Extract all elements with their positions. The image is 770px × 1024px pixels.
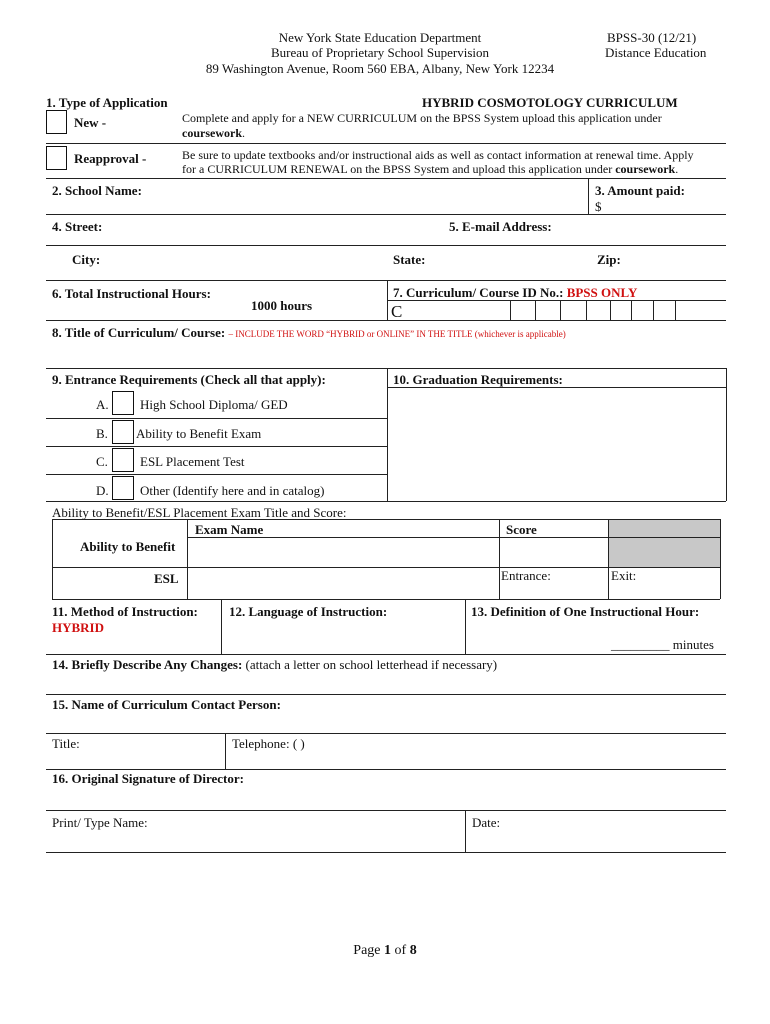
reapproval-description-line2: for a CURRICULUM RENEWAL on the BPSS System and upload this application under coursework. — [182, 162, 679, 176]
entrance-option-letter: B. — [96, 426, 108, 441]
course-title-label: 8. Title of Curriculum/ Course: – INCLUDE THE WORD “HYBRID or ONLINE” IN THE TITLE (whichever is applicable) — [52, 325, 566, 340]
print-name-label: Print/ Type Name: — [52, 815, 148, 830]
instructional-hour-label: 13. Definition of One Instructional Hour: — [471, 604, 700, 619]
curriculum-title-heading: HYBRID COSMOTOLOGY CURRICULUM — [422, 95, 678, 110]
new-checkbox[interactable] — [46, 110, 67, 134]
entrance-option-checkbox[interactable] — [112, 476, 134, 500]
type-of-application-label: 1. Type of Application — [46, 95, 168, 110]
esl-row-label: ESL — [154, 571, 179, 586]
bureau-address: 89 Washington Avenue, Room 560 EBA, Albany, New York 12234 — [205, 61, 555, 76]
title-field-label: Title: — [52, 736, 80, 751]
ability-to-benefit-row-label: Ability to Benefit — [80, 539, 176, 554]
graduation-requirements-label: 10. Graduation Requirements: — [393, 372, 563, 387]
entrance-option-text: Other (Identify here and in catalog) — [140, 483, 325, 498]
minutes-blank: _________ minutes — [611, 637, 714, 652]
telephone-field-label: Telephone: ( ) — [232, 736, 305, 751]
total-hours-value: 1000 hours — [251, 298, 313, 313]
director-signature-label: 16. Original Signature of Director: — [52, 771, 244, 786]
reapproval-checkbox[interactable] — [46, 146, 67, 170]
score-shaded-cell — [608, 519, 720, 567]
state-label: State: — [393, 252, 426, 267]
entrance-option-text: ESL Placement Test — [140, 454, 245, 469]
entrance-option-text: High School Diploma/ GED — [140, 397, 288, 412]
method-of-instruction-value: HYBRID — [52, 620, 105, 635]
reapproval-description-line1: Be sure to update textbooks and/or instructional aids as well as contact information at renewal time. Apply — [182, 148, 694, 162]
entrance-option-checkbox[interactable] — [112, 420, 134, 444]
zip-label: Zip: — [597, 252, 621, 267]
method-of-instruction-label: 11. Method of Instruction: — [52, 604, 198, 619]
entrance-requirements-label: 9. Entrance Requirements (Check all that apply): — [52, 372, 326, 387]
page-number: Page 1 of 8 — [353, 943, 417, 958]
amount-paid-label: 3. Amount paid: — [595, 183, 685, 198]
language-of-instruction-label: 12. Language of Instruction: — [229, 604, 388, 619]
exam-name-header: Exam Name — [195, 522, 264, 537]
exam-caption: Ability to Benefit/ESL Placement Exam Title and Score: — [52, 505, 347, 520]
date-label: Date: — [472, 815, 501, 830]
score-header: Score — [506, 522, 537, 537]
course-id-label: 7. Curriculum/ Course ID No.: BPSS ONLY — [393, 285, 638, 300]
new-label: New - — [74, 115, 107, 130]
street-label: 4. Street: — [52, 219, 103, 234]
entrance-option-checkbox[interactable] — [112, 391, 134, 415]
bureau-name: Bureau of Proprietary School Supervision — [270, 45, 490, 60]
total-hours-label: 6. Total Instructional Hours: — [52, 286, 211, 301]
form-id: BPSS-30 (12/21) — [607, 30, 697, 45]
describe-changes-label: 14. Briefly Describe Any Changes: (attach a letter on school letterhead if necessary) — [52, 657, 498, 672]
entrance-option-checkbox[interactable] — [112, 448, 134, 472]
entrance-score-label: Entrance: — [501, 568, 551, 583]
email-label: 5. E-mail Address: — [449, 219, 552, 234]
entrance-option-letter: C. — [96, 454, 108, 469]
entrance-option-letter: D. — [96, 483, 109, 498]
school-name-label: 2. School Name: — [52, 183, 142, 198]
exit-score-label: Exit: — [611, 568, 637, 583]
contact-person-label: 15. Name of Curriculum Contact Person: — [52, 697, 281, 712]
currency-symbol: $ — [595, 199, 602, 214]
new-description-line1: Complete and apply for a NEW CURRICULUM on the BPSS System upload this application under — [182, 111, 662, 125]
dept-name: New York State Education Department — [278, 30, 482, 45]
entrance-option-text: Ability to Benefit Exam — [136, 426, 262, 441]
reapproval-label: Reapproval - — [74, 151, 147, 166]
form-type: Distance Education — [605, 45, 707, 60]
city-label: City: — [72, 252, 101, 267]
entrance-option-letter: A. — [96, 397, 109, 412]
new-description-line2: coursework. — [182, 126, 245, 140]
course-id-prefix: C — [391, 302, 403, 321]
